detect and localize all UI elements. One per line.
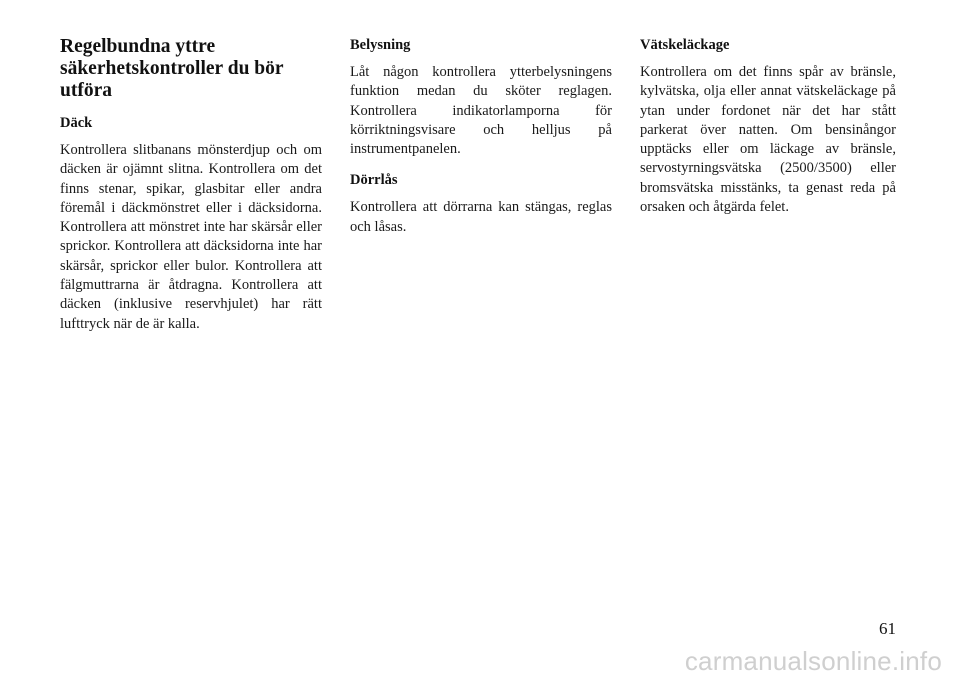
heading-lights: Belysning [350, 37, 411, 53]
column-left [60, 36, 322, 346]
paragraph-door-locks: Kontrollera att dörrarna kan stängas, reglas och låsas. [350, 199, 612, 235]
paragraph-fluid-leaks: Kontrollera om det finns spår av bränsle, kylvätska, olja eller annat vätskeläckage på ytan under fordonet när det har stått parkerat över natten. Om bensinångor upptäcks eller om läckage av bränsle, servostyrningsvätska (2500/3500) eller bromsvätska misstänks, ta genast reda på orsaken och åtgärda felet. [640, 64, 896, 216]
watermark: carmanualsonline.info [684, 646, 942, 676]
page-number: 61 [879, 619, 896, 638]
section-title: Regelbundna yttre säkerhetskontroller du bör utföra [60, 36, 284, 101]
column-right [640, 36, 896, 229]
paragraph-lights: Låt någon kontrollera ytterbelysningens funktion medan du sköter reglagen. Kontrollera indikatorlamporna för körriktningsvisare och helljus på instrumentpanelen. [350, 64, 612, 158]
heading-tires: Däck [60, 115, 93, 131]
paragraph-tires: Kontrollera slitbanans mönsterdjup och om däcken är ojämnt slitna. Kontrollera om det finns stenar, spikar, glasbitar eller andra föremål i däckmönstret eller i däcksidorna. Kontrollera att mönstret inte har skärsår eller sprickor. Kontrollera att däcksidorna inte har skärsår, sprickor eller bulor. Kontrollera att fälgmuttrarna är åtdragna. Kontrollera att däcken (inklusive reservhjulet) har rätt lufttryck när de är kalla. [60, 142, 322, 332]
column-middle [350, 36, 612, 249]
heading-fluid-leaks: Vätskeläckage [640, 37, 730, 53]
heading-door-locks: Dörrlås [350, 172, 398, 189]
